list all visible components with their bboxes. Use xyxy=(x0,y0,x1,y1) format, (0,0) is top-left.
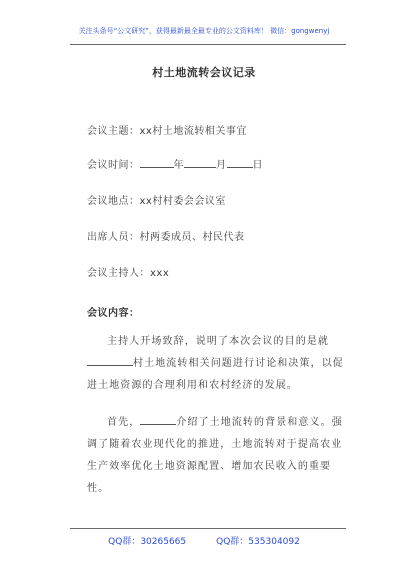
meeting-location: 会议地点：xx村村委会会议室 xyxy=(87,196,226,207)
year-blank xyxy=(140,157,174,168)
meeting-attendees: 出席人员：村两委成员、村民代表 xyxy=(87,232,245,243)
footer-contact xyxy=(0,534,408,547)
month-blank xyxy=(184,157,216,168)
day-unit: 日 xyxy=(252,160,263,171)
meeting-time-label: 会议时间： xyxy=(87,160,140,171)
paragraph-2-rest: 介绍了土地流转的背景和意义。强调了随着农业现代化的推进，土地流转对于提高农业生产效率优化土地资源配置、增加农民收入的重要性。 xyxy=(87,417,343,494)
year-unit: 年 xyxy=(173,160,184,171)
content-heading: 会议内容： xyxy=(87,308,140,319)
paragraph-1-blank xyxy=(87,355,133,366)
paragraph-1-lead: 主持人开场致辞，说明了本次会议的目的是就 xyxy=(107,336,329,347)
header-banner: 关注头条号“公文研究”，获得最新最全最专业的公文资料库！ 微信：gongwenyj xyxy=(78,27,330,35)
meeting-topic: 会议主题：xx村土地流转相关事宜 xyxy=(87,126,247,137)
paragraph-1-rest: 村土地流转相关问题进行讨论和决策，以促进土地资源的合理利用和农村经济的发展。 xyxy=(87,358,344,391)
footer-divider xyxy=(70,528,346,529)
day-blank xyxy=(227,157,253,168)
month-unit: 月 xyxy=(216,160,227,171)
meeting-time xyxy=(87,156,263,171)
content-paragraph-1 xyxy=(87,331,349,397)
content-paragraph-2 xyxy=(87,412,349,500)
paragraph-2-blank xyxy=(140,414,176,425)
meeting-host: 会议主持人：xxx xyxy=(87,268,170,279)
header-divider xyxy=(70,44,346,45)
document-title: 村土地流转会议记录 xyxy=(152,66,256,79)
footer-qq-group-2: QQ群：535304092 xyxy=(216,537,300,547)
footer-qq-group-1: QQ群：30265665 xyxy=(108,537,187,547)
paragraph-2-lead: 首先， xyxy=(107,417,141,428)
